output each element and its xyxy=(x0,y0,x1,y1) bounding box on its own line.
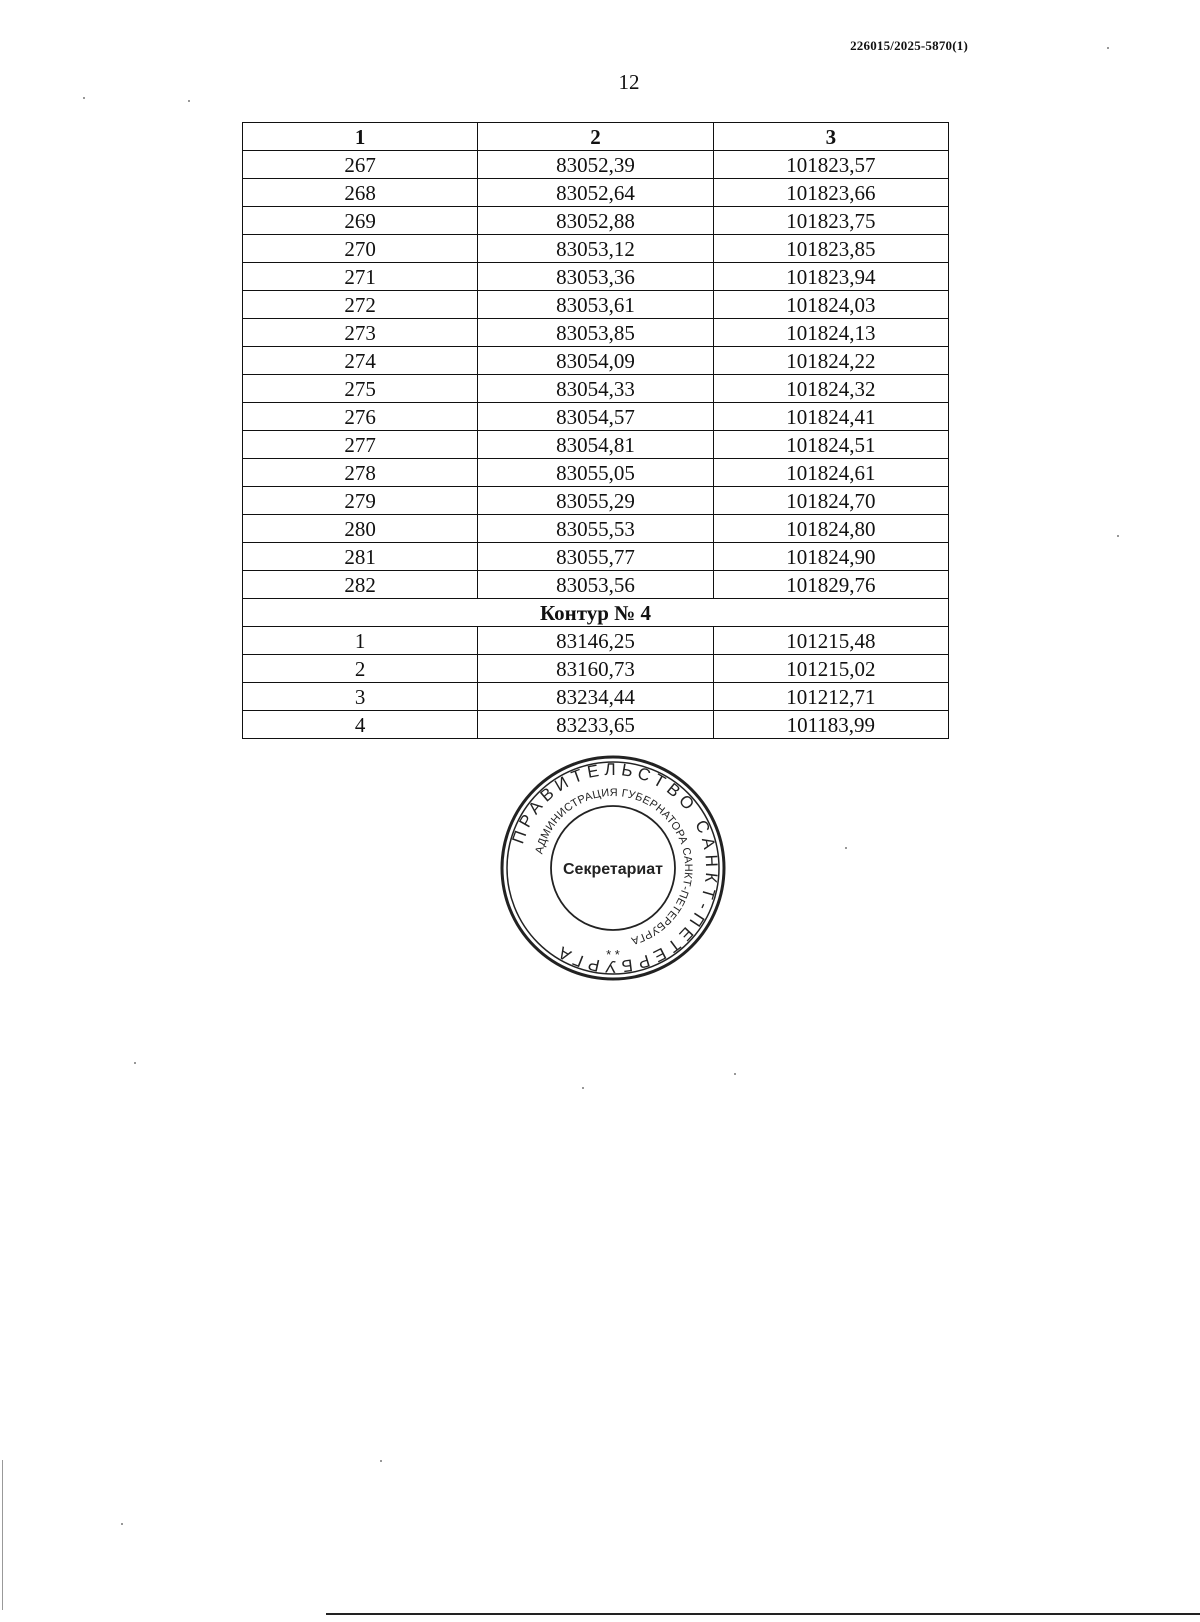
table-row xyxy=(243,263,949,291)
table-cell-col-2: 83233,65 xyxy=(478,711,713,739)
table-cell-col-2: 83234,44 xyxy=(478,683,713,711)
table-row xyxy=(243,655,949,683)
table-row xyxy=(243,235,949,263)
table-body-contour-4 xyxy=(243,627,949,739)
table-cell-col-3: 101824,13 xyxy=(713,319,948,347)
table-cell-col-1: 281 xyxy=(243,543,478,571)
table-cell-col-2: 83054,33 xyxy=(478,375,713,403)
table-cell-col-1: 3 xyxy=(243,683,478,711)
table-cell-col-3: 101212,71 xyxy=(713,683,948,711)
table-row xyxy=(243,179,949,207)
table-cell-col-1: 277 xyxy=(243,431,478,459)
table-cell-col-2: 83053,61 xyxy=(478,291,713,319)
table-row xyxy=(243,515,949,543)
table-cell-col-1: 279 xyxy=(243,487,478,515)
table-cell-col-3: 101824,03 xyxy=(713,291,948,319)
table-cell-col-2: 83055,05 xyxy=(478,459,713,487)
table-cell-col-3: 101215,48 xyxy=(713,627,948,655)
table-row xyxy=(243,711,949,739)
table-row xyxy=(243,543,949,571)
scan-speck xyxy=(1107,47,1109,49)
table-cell-col-3: 101823,75 xyxy=(713,207,948,235)
table-cell-col-3: 101183,99 xyxy=(713,711,948,739)
table-cell-col-2: 83053,12 xyxy=(478,235,713,263)
table-cell-col-2: 83054,57 xyxy=(478,403,713,431)
table-row xyxy=(243,319,949,347)
table-cell-col-1: 274 xyxy=(243,347,478,375)
table-cell-col-3: 101824,90 xyxy=(713,543,948,571)
table-cell-col-2: 83054,81 xyxy=(478,431,713,459)
table-body-contour-3 xyxy=(243,151,949,599)
table-cell-col-1: 271 xyxy=(243,263,478,291)
table-cell-col-1: 268 xyxy=(243,179,478,207)
table-cell-col-2: 83055,29 xyxy=(478,487,713,515)
table-cell-col-3: 101824,51 xyxy=(713,431,948,459)
table-cell-col-2: 83146,25 xyxy=(478,627,713,655)
table-cell-col-3: 101824,80 xyxy=(713,515,948,543)
table-cell-col-3: 101823,66 xyxy=(713,179,948,207)
table-cell-col-3: 101829,76 xyxy=(713,571,948,599)
table-cell-col-2: 83052,88 xyxy=(478,207,713,235)
table-row xyxy=(243,291,949,319)
table-cell-col-2: 83055,53 xyxy=(478,515,713,543)
table-cell-col-2: 83055,77 xyxy=(478,543,713,571)
table-cell-col-1: 273 xyxy=(243,319,478,347)
table-cell-col-3: 101824,61 xyxy=(713,459,948,487)
table-row xyxy=(243,627,949,655)
table-cell-col-3: 101824,32 xyxy=(713,375,948,403)
table-row xyxy=(243,431,949,459)
table-row xyxy=(243,347,949,375)
scan-speck xyxy=(134,1062,136,1064)
scan-left-edge-mark xyxy=(2,1460,3,1610)
scan-speck xyxy=(83,97,85,99)
table-cell-col-3: 101824,70 xyxy=(713,487,948,515)
scan-speck xyxy=(380,1460,382,1462)
table-cell-col-1: 269 xyxy=(243,207,478,235)
table-row xyxy=(243,403,949,431)
table-cell-col-2: 83052,64 xyxy=(478,179,713,207)
scan-speck xyxy=(845,847,847,849)
table-cell-col-1: 278 xyxy=(243,459,478,487)
scan-bottom-rule xyxy=(326,1613,1200,1615)
table-cell-col-3: 101824,41 xyxy=(713,403,948,431)
column-header-3: 3 xyxy=(713,123,948,151)
column-header-1: 1 xyxy=(243,123,478,151)
table-cell-col-3: 101824,22 xyxy=(713,347,948,375)
table-cell-col-1: 280 xyxy=(243,515,478,543)
table-cell-col-2: 83054,09 xyxy=(478,347,713,375)
official-seal xyxy=(499,754,727,982)
table-cell-col-1: 270 xyxy=(243,235,478,263)
table-cell-col-2: 83052,39 xyxy=(478,151,713,179)
table-cell-col-3: 101823,85 xyxy=(713,235,948,263)
scan-speck xyxy=(121,1523,123,1525)
table-row xyxy=(243,207,949,235)
table-cell-col-1: 1 xyxy=(243,627,478,655)
table-cell-col-1: 2 xyxy=(243,655,478,683)
table-cell-col-1: 282 xyxy=(243,571,478,599)
page-number: 12 xyxy=(618,70,640,94)
table-cell-col-2: 83160,73 xyxy=(478,655,713,683)
table-cell-col-1: 275 xyxy=(243,375,478,403)
scan-speck xyxy=(582,1087,584,1089)
table-cell-col-1: 276 xyxy=(243,403,478,431)
table-cell-col-3: 101823,94 xyxy=(713,263,948,291)
table-cell-col-1: 267 xyxy=(243,151,478,179)
table-header-row xyxy=(243,123,949,151)
table-row xyxy=(243,487,949,515)
scan-speck xyxy=(1117,535,1119,537)
seal-inner-text: АДМИНИСТРАЦИЯ ГУБЕРНАТОРА САНКТ-ПЕТЕРБУРГА xyxy=(533,786,695,947)
section-title: Контур № 4 xyxy=(243,599,949,627)
seal-center-text: Секретариат xyxy=(563,861,663,878)
seal-stars: * * xyxy=(606,947,620,962)
table-cell-col-2: 83053,36 xyxy=(478,263,713,291)
table-cell-col-3: 101215,02 xyxy=(713,655,948,683)
table-row xyxy=(243,459,949,487)
coordinates-table xyxy=(242,122,949,739)
scan-speck xyxy=(188,100,190,102)
section-row xyxy=(243,599,949,627)
document-registration-number: 226015/2025-5870(1) xyxy=(850,38,968,53)
column-header-2: 2 xyxy=(478,123,713,151)
table-row xyxy=(243,683,949,711)
table-cell-col-1: 272 xyxy=(243,291,478,319)
table-cell-col-3: 101823,57 xyxy=(713,151,948,179)
table-cell-col-2: 83053,85 xyxy=(478,319,713,347)
table-row xyxy=(243,151,949,179)
table-cell-col-2: 83053,56 xyxy=(478,571,713,599)
table-cell-col-1: 4 xyxy=(243,711,478,739)
scan-speck xyxy=(734,1073,736,1075)
table-row xyxy=(243,375,949,403)
seal-outer-text: ПРАВИТЕЛЬСТВО САНКТ-ПЕТЕРБУРГА xyxy=(508,759,722,977)
table-row xyxy=(243,571,949,599)
